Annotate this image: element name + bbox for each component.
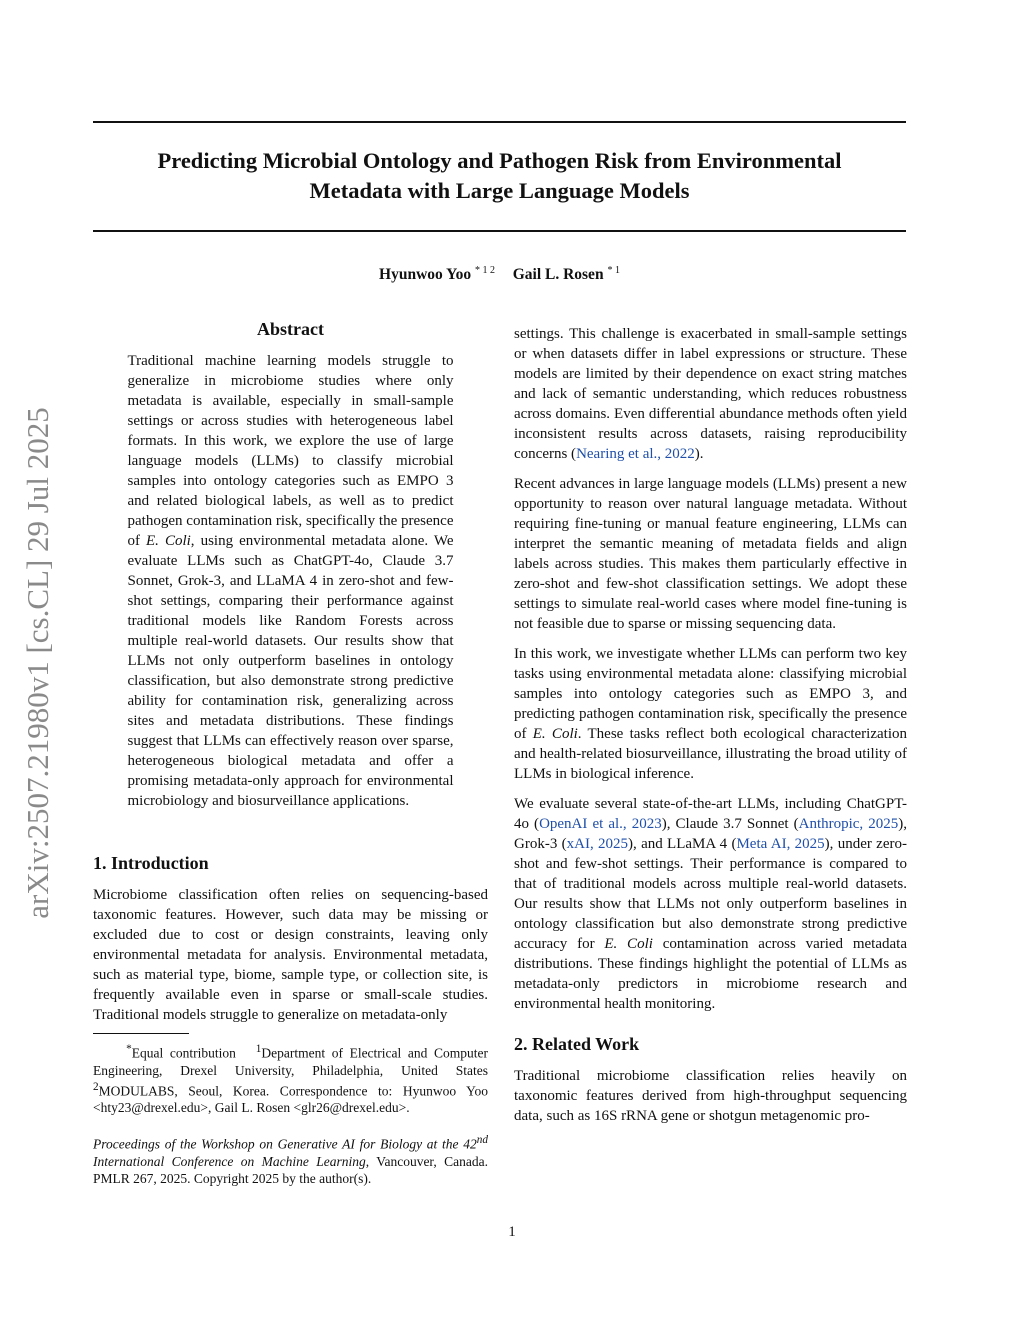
abstract-italic-organism: E. Coli bbox=[146, 533, 191, 549]
author-name: Gail L. Rosen bbox=[512, 266, 604, 284]
introduction-paragraph bbox=[514, 644, 907, 784]
author-affiliation-marks: * 1 bbox=[607, 265, 620, 276]
paper-title bbox=[93, 146, 906, 206]
footnote-mark: * bbox=[126, 1043, 132, 1055]
proceedings-details: , Vancouver, Canada. PMLR 267, 2025. Copyright 2025 by the author(s). bbox=[93, 1153, 488, 1186]
introduction-paragraph-left: Microbiome classification often relies on sequencing-based taxonomic features. However, such data may be missing or excluded due to cost or design constraints, leaving only environmental metadata for analysis. Environmental metadata, such as material type, biome, sample type, or collection site, is frequently available even in sparse or small-scale studies. Traditional models struggle to generalize on metadata-only bbox=[93, 887, 488, 1023]
paragraph-text: . These tasks reflect both ecological characterization and health-related biosurveillance, illustrating the broad utility of LLMs in biological inference. bbox=[514, 726, 907, 782]
introduction-paragraph bbox=[514, 324, 907, 464]
footnotes bbox=[93, 1041, 488, 1187]
footnote-mark: 2 bbox=[93, 1080, 99, 1093]
author-list bbox=[93, 265, 906, 284]
citation-link[interactable]: xAI, 2025 bbox=[566, 836, 629, 852]
footnote-affiliations bbox=[93, 1041, 488, 1116]
footnote-equal-contribution: Equal contribution bbox=[131, 1045, 236, 1061]
italic-organism: E. Coli bbox=[532, 726, 578, 742]
proceedings-ordinal: nd bbox=[476, 1134, 488, 1146]
right-column bbox=[514, 324, 907, 1126]
left-column bbox=[93, 318, 488, 1187]
citation-link[interactable]: Meta AI, 2025 bbox=[736, 836, 825, 852]
footnote-affiliation-1: Department of Electrical and Computer Engineering, Drexel University, Philadelphia, United States bbox=[93, 1045, 489, 1078]
proceedings-venue: Proceedings of the Workshop on Generative AI for Biology at the 42 bbox=[93, 1136, 477, 1152]
proceedings-note bbox=[93, 1132, 488, 1187]
author-name: Hyunwoo Yoo bbox=[379, 266, 472, 284]
abstract-text bbox=[128, 351, 454, 811]
title-rule-bottom bbox=[93, 230, 906, 232]
paragraph-text: We evaluate several state-of-the-art LLMs, including ChatGPT-4o ( bbox=[514, 796, 907, 832]
related-work-heading: 2. Related Work bbox=[514, 1034, 640, 1054]
paragraph-text: ). bbox=[694, 446, 704, 462]
author-affiliation-marks: * 1 2 bbox=[474, 265, 495, 276]
paragraph-text: contamination across varied metadata distributions. These findings highlight the potential of LLMs as metadata-only predictors in microbiome research and environmental health monitoring. bbox=[514, 936, 907, 1012]
citation-link[interactable]: OpenAI et al., 2023 bbox=[539, 816, 662, 832]
proceedings-conference: International Conference on Machine Learning bbox=[93, 1153, 366, 1169]
footnote-mark: 1 bbox=[255, 1043, 262, 1055]
page-number: 1 bbox=[508, 1224, 516, 1240]
paragraph-text: ), under zero-shot and few-shot settings. Their performance is compared to that of traditional models across multiple real-world datasets. Our results show that LLMs not only outperform baselines in ontology classification but also demonstrate strong predictive accuracy for bbox=[514, 836, 907, 952]
italic-organism: E. Coli bbox=[604, 936, 653, 952]
paragraph-text: ), and LLaMA 4 ( bbox=[628, 836, 737, 852]
arxiv-identifier-text: arXiv:2507.21980v1 [cs.CL] 29 Jul 2025 bbox=[20, 407, 55, 919]
paragraph-text: settings. This challenge is exacerbated in small-sample settings or when datasets differ in label expressions or structure. These models are limited by their dependence on exact string matches and lack of semantic understanding, which reduces robustness across domains. Even differential abundance methods often yield inconsistent results across datasets, raising reproducibility concerns ( bbox=[514, 326, 907, 462]
paragraph-text: ), Grok-3 ( bbox=[514, 816, 907, 852]
footnote-affiliation-2: MODULABS, Seoul, Korea. Correspondence to: Hyunwoo Yoo <hty23@drexel.edu>, Gail L. Rosen <glr26@drexel.edu>. bbox=[93, 1083, 488, 1115]
title-line-1: Predicting Microbial Ontology and Pathogen Risk from Environmental bbox=[157, 148, 842, 173]
title-rule-top bbox=[93, 121, 906, 123]
footnote-divider bbox=[93, 1033, 189, 1034]
title-line-2: Metadata with Large Language Models bbox=[309, 178, 690, 203]
introduction-paragraph bbox=[514, 794, 907, 1014]
paragraph-text: ), Claude 3.7 Sonnet ( bbox=[661, 816, 799, 832]
citation-link[interactable]: Anthropic, 2025 bbox=[798, 816, 899, 832]
introduction-paragraph: Recent advances in large language models (LLMs) present a new opportunity to reason over natural language metadata. Without requiring fine-tuning or manual feature engineering, LLMs can interpret the semantic meaning of metadata fields and align labels across studies. This makes them particularly effective in zero-shot and few-shot classification settings. We adopt these settings to simulate real-world cases where model fine-tuning is not feasible due to sparse or missing sequencing data. bbox=[514, 476, 907, 632]
abstract-text-part: , using environmental metadata alone. We evaluate LLMs such as ChatGPT-4o, Claude 3.7 Sonnet, Grok-3, and LLaMA 4 in zero-shot and few-shot settings, comparing their performance against traditional models like Random Forests across multiple real-world datasets. Our results show that LLMs not only outperform baselines in ontology classification, but also demonstrate strong predictive ability for contamination risk, generalizing across sites and metadata distributions. These findings suggest that LLMs can effectively reason over sparse, heterogeneous biological metadata and offer a promising metadata-only approach for environmental microbiology and biosurveillance applications. bbox=[127, 533, 454, 809]
paragraph-text: In this work, we investigate whether LLMs can perform two key tasks using environmental metadata alone: classifying microbial samples into ontology categories such as EMPO 3, and predicting pathogen contamination risk, specifically the presence of bbox=[514, 646, 907, 742]
introduction-heading: 1. Introduction bbox=[93, 853, 209, 873]
abstract-text-part: Traditional machine learning models struggle to generalize in microbiome studies where only metadata is available, especially in small-sample settings or across studies with heterogeneous label formats. In this work, we explore the use of large language models (LLMs) to classify microbial samples into ontology categories such as EMPO 3 and related biological labels, as well as to predict pathogen contamination risk, specifically the presence of bbox=[127, 353, 454, 549]
related-work-paragraph: Traditional microbiome classification relies heavily on taxonomic features derived from high-throughput sequencing data, such as 16S rRNA gene or shotgun metagenomic pro- bbox=[514, 1068, 907, 1124]
citation-link[interactable]: Nearing et al., 2022 bbox=[576, 446, 695, 462]
abstract-heading: Abstract bbox=[257, 319, 324, 339]
